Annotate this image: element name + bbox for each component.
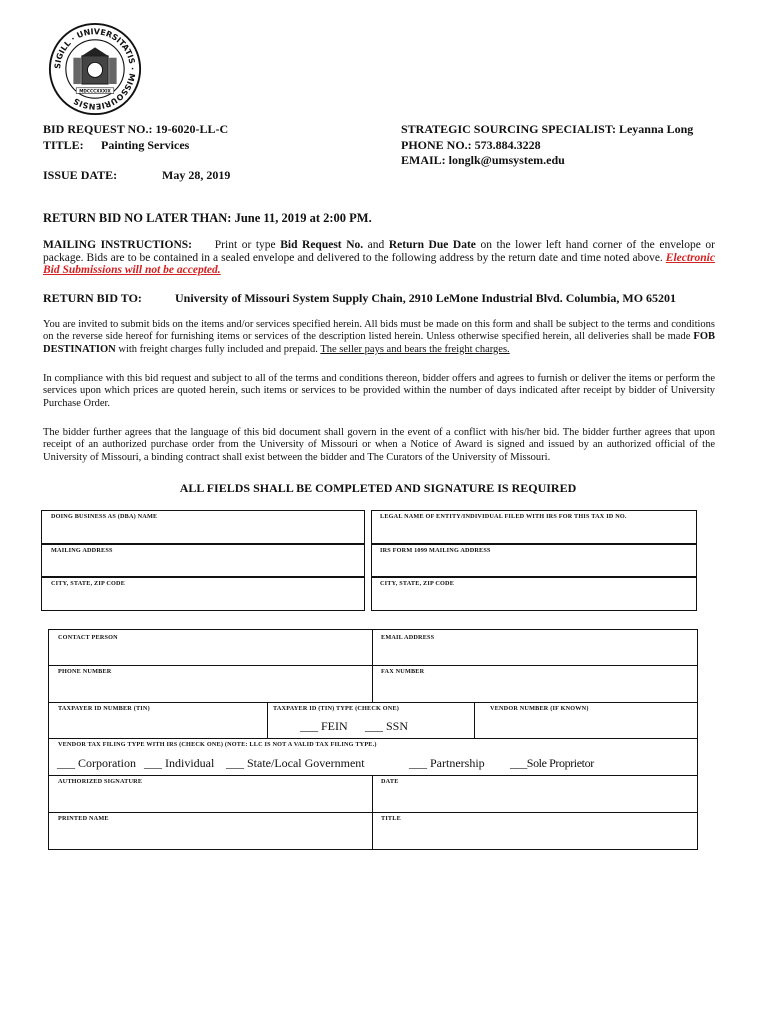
paragraph-agreement: The bidder further agrees that the language of this bid document shall govern in the event of a conflict with his/her bid. The bidder further agrees that upon receipt of an authorized purchase order from the University of Missouri or when a Notice of Award is signed and issued by an authorized official of the University of Missouri, a binding contract shall exist between the bidder and The Curators of the University of Missouri. xyxy=(43,427,715,463)
phone-number-label: PHONE NUMBER xyxy=(58,668,112,675)
irs-city-state-zip-label: CITY, STATE, ZIP CODE xyxy=(380,580,455,587)
bid-request-number: BID REQUEST NO.: 19-6020-LL-C xyxy=(43,122,229,136)
title-value: Painting Services xyxy=(101,138,190,152)
return-to-address: University of Missouri System Supply Chain, 2910 LeMone Industrial Blvd. Columbia, MO 65201 xyxy=(175,291,677,305)
return-to-label: RETURN BID TO: xyxy=(43,291,142,305)
authorized-signature-label: AUTHORIZED SIGNATURE xyxy=(58,778,143,785)
paragraph-invitation xyxy=(43,319,715,356)
title-label: TITLE: xyxy=(43,138,84,152)
university-seal-logo xyxy=(48,22,142,116)
contact-person-label: CONTACT PERSON xyxy=(58,634,118,641)
legal-name-field[interactable] xyxy=(371,510,697,544)
mailing-text-3: on the lower left hand corner of the envelope or package. Bids are to be contained in a sealed envelope and delivered to the following address by the return date and time noted above. xyxy=(43,239,715,264)
form-heading: ALL FIELDS SHALL BE COMPLETED AND SIGNATURE IS REQUIRED xyxy=(179,481,577,495)
irs-mailing-address-label: IRS FORM 1099 MAILING ADDRESS xyxy=(380,547,491,554)
dba-name-label: DOING BUSINESS AS (DBA) NAME xyxy=(51,513,158,520)
state-local-government-option[interactable]: ___ State/Local Government xyxy=(226,756,365,770)
p1-freight-note: The seller pays and bears the freight charges. xyxy=(320,343,510,355)
mailing-bold-1: Bid Request No. xyxy=(280,239,364,251)
printed-name-label: PRINTED NAME xyxy=(58,815,109,822)
sole-proprietor-option[interactable]: ___Sole Proprietor xyxy=(510,756,594,770)
dba-name-field[interactable] xyxy=(41,510,365,544)
form-divider xyxy=(48,812,698,813)
return-deadline: RETURN BID NO LATER THAN: June 11, 2019 at 2:00 PM. xyxy=(43,211,372,225)
ssn-checkbox[interactable]: ___ SSN xyxy=(365,719,409,733)
city-state-zip-label: CITY, STATE, ZIP CODE xyxy=(51,580,126,587)
fax-number-label: FAX NUMBER xyxy=(381,668,425,675)
seal-ring-text: SIGILL · UNIVERSITATIS · MISSOURIENSIS xyxy=(53,27,137,111)
form-column-divider xyxy=(267,702,268,738)
issue-date-label: ISSUE DATE: xyxy=(43,168,118,182)
p1-text-a: You are invited to submit bids on the items and/or services specified herein. All bids must be made on this form and shall be subject to the terms and conditions on the reverse side hereof for furnishing items or services of the description listed herein. Unless otherwise specified herein, all deliveries shall be made xyxy=(43,319,715,343)
specialist-phone: PHONE NO.: 573.884.3228 xyxy=(401,138,541,152)
mailing-instructions xyxy=(43,239,715,277)
tin-label: TAXPAYER ID NUMBER (TIN) xyxy=(58,705,150,712)
date-label: DATE xyxy=(381,778,399,785)
paragraph-compliance: In compliance with this bid request and subject to all of the terms and conditions thereon, bidder offers and agrees to furnish or deliver the items or perform the services upon which prices are quoted herein, such items or services to be provided within the number of days indicated after receipt by bidder of University Purchase Order. xyxy=(43,373,715,409)
vendor-number-label: VENDOR NUMBER (IF KNOWN) xyxy=(490,705,589,712)
sourcing-specialist: STRATEGIC SOURCING SPECIALIST: Leyanna Long xyxy=(401,122,694,136)
title-field-label: TITLE xyxy=(381,815,401,822)
mailing-bold-2: Return Due Date xyxy=(388,239,476,251)
tax-filing-type-label: VENDOR TAX FILING TYPE WITH IRS (CHECK ONE) (NOTE: LLC IS NOT A VALID TAX FILING TYPE.) xyxy=(58,741,377,748)
vendor-info-form xyxy=(48,629,698,850)
irs-mailing-address-field[interactable] xyxy=(371,544,697,577)
corporation-option[interactable]: ___ Corporation xyxy=(57,756,136,770)
form-divider xyxy=(48,738,698,739)
form-divider xyxy=(48,665,698,666)
form-divider xyxy=(48,775,698,776)
p1-text-c: with freight charges fully included and prepaid. xyxy=(115,343,321,355)
form-column-divider xyxy=(372,775,373,850)
p1-fob-destination: FOB DESTINATION xyxy=(43,331,715,355)
mailing-address-field[interactable] xyxy=(41,544,365,577)
individual-option[interactable]: ___ Individual xyxy=(144,756,215,770)
tin-type-label: TAXPAYER ID (TIN) TYPE (CHECK ONE) xyxy=(273,705,400,712)
form-divider xyxy=(48,702,698,703)
electronic-submission-warning: Electronic Bid Submissions will not be accepted. xyxy=(43,251,715,277)
fein-checkbox[interactable]: ___ FEIN xyxy=(300,719,348,733)
mailing-text-1: Print or type xyxy=(214,239,281,251)
form-column-divider xyxy=(372,629,373,702)
form-column-divider xyxy=(474,702,475,738)
mailing-address-label: MAILING ADDRESS xyxy=(51,547,113,554)
seal-year: MDCCCXXXIX xyxy=(79,88,111,94)
mailing-label: MAILING INSTRUCTIONS: xyxy=(43,239,192,251)
irs-city-state-zip-field[interactable] xyxy=(371,577,697,611)
city-state-zip-field[interactable] xyxy=(41,577,365,611)
legal-name-label: LEGAL NAME OF ENTITY/INDIVIDUAL FILED WITH IRS FOR THIS TAX ID NO. xyxy=(380,513,627,520)
partnership-option[interactable]: ___ Partnership xyxy=(409,756,485,770)
mailing-text-2: and xyxy=(363,239,389,251)
email-address-label: EMAIL ADDRESS xyxy=(381,634,435,641)
issue-date-value: May 28, 2019 xyxy=(162,168,231,182)
specialist-email[interactable]: EMAIL: longlk@umsystem.edu xyxy=(401,153,565,167)
